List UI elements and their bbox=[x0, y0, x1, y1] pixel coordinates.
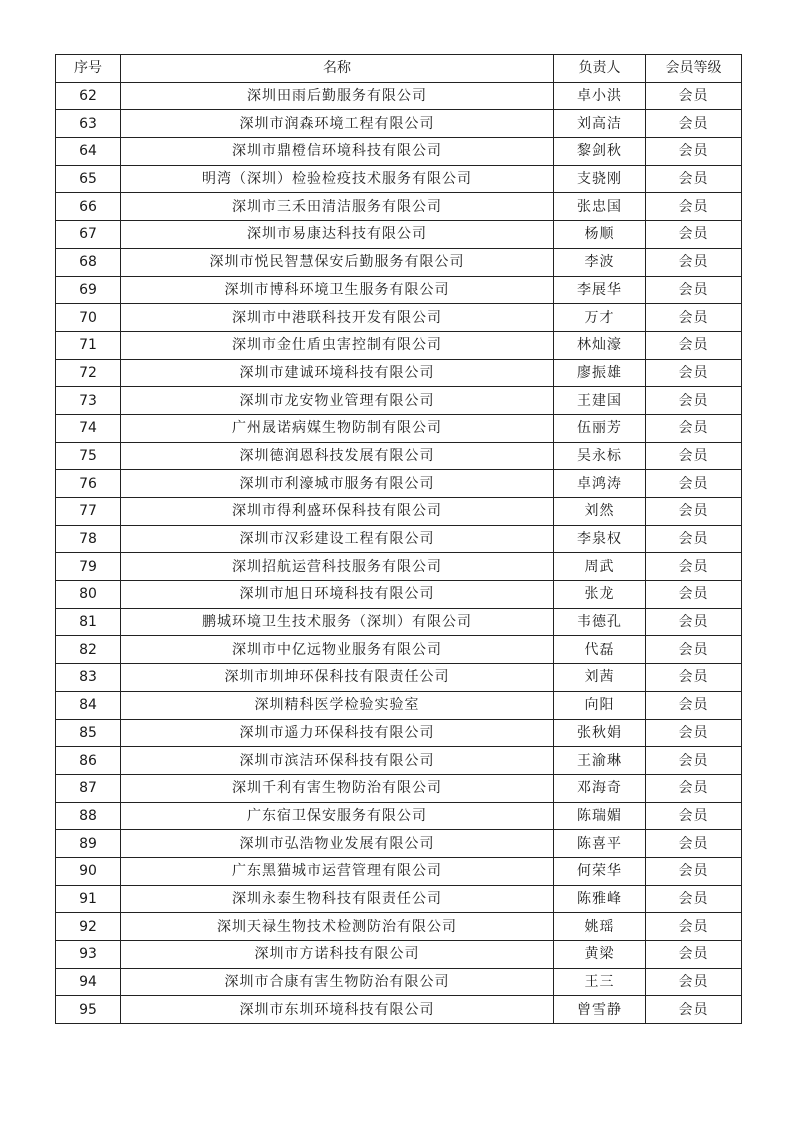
cell-company-name: 深圳市汉彩建设工程有限公司 bbox=[121, 525, 554, 553]
cell-member-level: 会员 bbox=[646, 498, 742, 526]
cell-person-in-charge: 支骁刚 bbox=[554, 165, 646, 193]
cell-company-name: 深圳市遥力环保科技有限公司 bbox=[121, 719, 554, 747]
cell-company-name: 广东黑猫城市运营管理有限公司 bbox=[121, 857, 554, 885]
cell-member-level: 会员 bbox=[646, 581, 742, 609]
cell-no: 66 bbox=[56, 193, 121, 221]
table-row bbox=[56, 885, 742, 913]
table-row bbox=[56, 830, 742, 858]
cell-member-level: 会员 bbox=[646, 719, 742, 747]
cell-person-in-charge: 刘茜 bbox=[554, 664, 646, 692]
table-row bbox=[56, 387, 742, 415]
cell-person-in-charge: 张秋娟 bbox=[554, 719, 646, 747]
table-row bbox=[56, 414, 742, 442]
cell-no: 85 bbox=[56, 719, 121, 747]
cell-member-level: 会员 bbox=[646, 221, 742, 249]
cell-person-in-charge: 杨顺 bbox=[554, 221, 646, 249]
cell-no: 76 bbox=[56, 470, 121, 498]
cell-member-level: 会员 bbox=[646, 442, 742, 470]
cell-no: 90 bbox=[56, 857, 121, 885]
cell-no: 93 bbox=[56, 941, 121, 969]
cell-member-level: 会员 bbox=[646, 525, 742, 553]
cell-member-level: 会员 bbox=[646, 996, 742, 1024]
cell-person-in-charge: 陈喜平 bbox=[554, 830, 646, 858]
cell-company-name: 深圳市金仕盾虫害控制有限公司 bbox=[121, 331, 554, 359]
cell-company-name: 深圳招航运营科技服务有限公司 bbox=[121, 553, 554, 581]
cell-person-in-charge: 卓鸿涛 bbox=[554, 470, 646, 498]
cell-person-in-charge: 黄梁 bbox=[554, 941, 646, 969]
cell-person-in-charge: 王渝琳 bbox=[554, 747, 646, 775]
cell-person-in-charge: 张忠国 bbox=[554, 193, 646, 221]
table-row bbox=[56, 331, 742, 359]
cell-company-name: 明湾（深圳）检验检疫技术服务有限公司 bbox=[121, 165, 554, 193]
cell-person-in-charge: 曾雪静 bbox=[554, 996, 646, 1024]
cell-member-level: 会员 bbox=[646, 276, 742, 304]
cell-company-name: 深圳天禄生物技术检测防治有限公司 bbox=[121, 913, 554, 941]
table-row bbox=[56, 802, 742, 830]
cell-person-in-charge: 姚瑶 bbox=[554, 913, 646, 941]
table-row bbox=[56, 470, 742, 498]
cell-member-level: 会员 bbox=[646, 165, 742, 193]
cell-no: 72 bbox=[56, 359, 121, 387]
cell-company-name: 深圳市旭日环境科技有限公司 bbox=[121, 581, 554, 609]
cell-company-name: 深圳市利濠城市服务有限公司 bbox=[121, 470, 554, 498]
cell-person-in-charge: 刘然 bbox=[554, 498, 646, 526]
cell-member-level: 会员 bbox=[646, 82, 742, 110]
table-row bbox=[56, 553, 742, 581]
cell-no: 79 bbox=[56, 553, 121, 581]
cell-member-level: 会员 bbox=[646, 830, 742, 858]
cell-member-level: 会员 bbox=[646, 470, 742, 498]
cell-company-name: 广州晟诺病媒生物防制有限公司 bbox=[121, 414, 554, 442]
cell-company-name: 深圳市中亿远物业服务有限公司 bbox=[121, 636, 554, 664]
cell-member-level: 会员 bbox=[646, 941, 742, 969]
table-row bbox=[56, 304, 742, 332]
table-header bbox=[56, 55, 742, 83]
cell-no: 83 bbox=[56, 664, 121, 692]
cell-member-level: 会员 bbox=[646, 636, 742, 664]
cell-company-name: 深圳市方诺科技有限公司 bbox=[121, 941, 554, 969]
cell-person-in-charge: 黎剑秋 bbox=[554, 138, 646, 166]
cell-no: 67 bbox=[56, 221, 121, 249]
cell-no: 75 bbox=[56, 442, 121, 470]
cell-no: 71 bbox=[56, 331, 121, 359]
cell-member-level: 会员 bbox=[646, 664, 742, 692]
cell-person-in-charge: 向阳 bbox=[554, 691, 646, 719]
cell-company-name: 深圳市易康达科技有限公司 bbox=[121, 221, 554, 249]
cell-person-in-charge: 张龙 bbox=[554, 581, 646, 609]
cell-company-name: 深圳精科医学检验实验室 bbox=[121, 691, 554, 719]
cell-person-in-charge: 王三 bbox=[554, 968, 646, 996]
cell-member-level: 会员 bbox=[646, 802, 742, 830]
cell-company-name: 深圳市中港联科技开发有限公司 bbox=[121, 304, 554, 332]
table-row bbox=[56, 221, 742, 249]
cell-person-in-charge: 廖振雄 bbox=[554, 359, 646, 387]
cell-company-name: 深圳永泰生物科技有限责任公司 bbox=[121, 885, 554, 913]
cell-no: 68 bbox=[56, 248, 121, 276]
table-row bbox=[56, 82, 742, 110]
cell-company-name: 深圳田雨后勤服务有限公司 bbox=[121, 82, 554, 110]
table-row bbox=[56, 359, 742, 387]
cell-no: 81 bbox=[56, 608, 121, 636]
cell-no: 86 bbox=[56, 747, 121, 775]
cell-no: 92 bbox=[56, 913, 121, 941]
cell-person-in-charge: 邓海奇 bbox=[554, 774, 646, 802]
cell-no: 65 bbox=[56, 165, 121, 193]
cell-company-name: 深圳市鼎橙信环境科技有限公司 bbox=[121, 138, 554, 166]
cell-no: 78 bbox=[56, 525, 121, 553]
cell-no: 87 bbox=[56, 774, 121, 802]
table-row bbox=[56, 941, 742, 969]
cell-company-name: 深圳市弘浩物业发展有限公司 bbox=[121, 830, 554, 858]
cell-company-name: 深圳德润恩科技发展有限公司 bbox=[121, 442, 554, 470]
cell-person-in-charge: 何荣华 bbox=[554, 857, 646, 885]
cell-no: 94 bbox=[56, 968, 121, 996]
table-row bbox=[56, 636, 742, 664]
cell-company-name: 深圳市圳坤环保科技有限责任公司 bbox=[121, 664, 554, 692]
cell-company-name: 深圳市悦民智慧保安后勤服务有限公司 bbox=[121, 248, 554, 276]
cell-no: 62 bbox=[56, 82, 121, 110]
table-row bbox=[56, 248, 742, 276]
cell-no: 84 bbox=[56, 691, 121, 719]
cell-member-level: 会员 bbox=[646, 304, 742, 332]
cell-no: 77 bbox=[56, 498, 121, 526]
table-row bbox=[56, 913, 742, 941]
cell-member-level: 会员 bbox=[646, 968, 742, 996]
cell-member-level: 会员 bbox=[646, 885, 742, 913]
table-row bbox=[56, 276, 742, 304]
member-table bbox=[55, 54, 742, 1024]
cell-person-in-charge: 陈瑞媚 bbox=[554, 802, 646, 830]
table-row bbox=[56, 193, 742, 221]
table-row bbox=[56, 774, 742, 802]
cell-member-level: 会员 bbox=[646, 331, 742, 359]
table-row bbox=[56, 165, 742, 193]
header-level: 会员等级 bbox=[646, 55, 742, 83]
cell-member-level: 会员 bbox=[646, 193, 742, 221]
cell-member-level: 会员 bbox=[646, 110, 742, 138]
cell-no: 64 bbox=[56, 138, 121, 166]
cell-no: 95 bbox=[56, 996, 121, 1024]
table-row bbox=[56, 996, 742, 1024]
cell-person-in-charge: 韦德孔 bbox=[554, 608, 646, 636]
cell-member-level: 会员 bbox=[646, 608, 742, 636]
table-row bbox=[56, 525, 742, 553]
table-row bbox=[56, 691, 742, 719]
cell-member-level: 会员 bbox=[646, 414, 742, 442]
table-row bbox=[56, 664, 742, 692]
cell-member-level: 会员 bbox=[646, 747, 742, 775]
cell-person-in-charge: 伍丽芳 bbox=[554, 414, 646, 442]
table-row bbox=[56, 747, 742, 775]
cell-person-in-charge: 李展华 bbox=[554, 276, 646, 304]
cell-no: 80 bbox=[56, 581, 121, 609]
cell-person-in-charge: 李泉权 bbox=[554, 525, 646, 553]
cell-company-name: 广东宿卫保安服务有限公司 bbox=[121, 802, 554, 830]
cell-company-name: 深圳市龙安物业管理有限公司 bbox=[121, 387, 554, 415]
cell-member-level: 会员 bbox=[646, 774, 742, 802]
cell-no: 69 bbox=[56, 276, 121, 304]
cell-company-name: 深圳市建诚环境科技有限公司 bbox=[121, 359, 554, 387]
cell-member-level: 会员 bbox=[646, 691, 742, 719]
cell-company-name: 深圳市三禾田清洁服务有限公司 bbox=[121, 193, 554, 221]
cell-person-in-charge: 李波 bbox=[554, 248, 646, 276]
cell-company-name: 深圳千利有害生物防治有限公司 bbox=[121, 774, 554, 802]
cell-company-name: 鹏城环境卫生技术服务（深圳）有限公司 bbox=[121, 608, 554, 636]
cell-person-in-charge: 王建国 bbox=[554, 387, 646, 415]
header-row bbox=[56, 55, 742, 83]
cell-company-name: 深圳市滨洁环保科技有限公司 bbox=[121, 747, 554, 775]
cell-person-in-charge: 吴永标 bbox=[554, 442, 646, 470]
table-row bbox=[56, 608, 742, 636]
cell-company-name: 深圳市润森环境工程有限公司 bbox=[121, 110, 554, 138]
table-row bbox=[56, 968, 742, 996]
cell-member-level: 会员 bbox=[646, 248, 742, 276]
cell-person-in-charge: 刘高洁 bbox=[554, 110, 646, 138]
cell-company-name: 深圳市得利盛环保科技有限公司 bbox=[121, 498, 554, 526]
cell-no: 74 bbox=[56, 414, 121, 442]
table-row bbox=[56, 857, 742, 885]
cell-member-level: 会员 bbox=[646, 913, 742, 941]
cell-no: 63 bbox=[56, 110, 121, 138]
table-row bbox=[56, 719, 742, 747]
table-row bbox=[56, 581, 742, 609]
cell-person-in-charge: 卓小洪 bbox=[554, 82, 646, 110]
cell-member-level: 会员 bbox=[646, 359, 742, 387]
table-body bbox=[56, 82, 742, 1023]
cell-no: 89 bbox=[56, 830, 121, 858]
table-row bbox=[56, 138, 742, 166]
cell-member-level: 会员 bbox=[646, 857, 742, 885]
cell-member-level: 会员 bbox=[646, 138, 742, 166]
cell-company-name: 深圳市合康有害生物防治有限公司 bbox=[121, 968, 554, 996]
cell-person-in-charge: 林灿濠 bbox=[554, 331, 646, 359]
cell-member-level: 会员 bbox=[646, 553, 742, 581]
cell-person-in-charge: 代磊 bbox=[554, 636, 646, 664]
header-name: 名称 bbox=[121, 55, 554, 83]
header-no: 序号 bbox=[56, 55, 121, 83]
cell-no: 82 bbox=[56, 636, 121, 664]
table-row bbox=[56, 498, 742, 526]
cell-company-name: 深圳市东圳环境科技有限公司 bbox=[121, 996, 554, 1024]
header-head: 负责人 bbox=[554, 55, 646, 83]
cell-no: 88 bbox=[56, 802, 121, 830]
table-row bbox=[56, 110, 742, 138]
table-row bbox=[56, 442, 742, 470]
cell-person-in-charge: 周武 bbox=[554, 553, 646, 581]
cell-no: 70 bbox=[56, 304, 121, 332]
cell-member-level: 会员 bbox=[646, 387, 742, 415]
cell-company-name: 深圳市博科环境卫生服务有限公司 bbox=[121, 276, 554, 304]
cell-person-in-charge: 万才 bbox=[554, 304, 646, 332]
cell-person-in-charge: 陈雅峰 bbox=[554, 885, 646, 913]
cell-no: 91 bbox=[56, 885, 121, 913]
cell-no: 73 bbox=[56, 387, 121, 415]
